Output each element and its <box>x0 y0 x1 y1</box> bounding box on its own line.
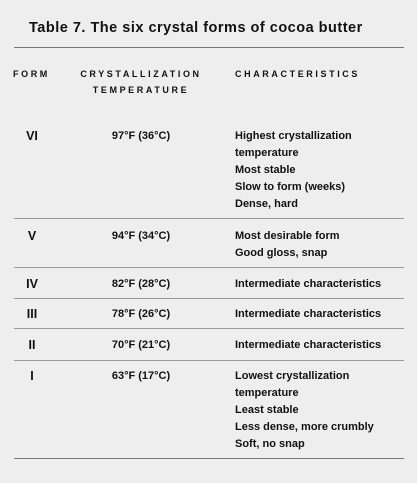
table-title: Table 7. The six crystal forms of cocoa butter <box>29 20 363 36</box>
characteristic-line: Highest crystallization <box>235 130 352 142</box>
characteristic-line: Less dense, more crumbly <box>235 421 374 433</box>
row-divider <box>14 328 404 329</box>
characteristic-line: Lowest crystallization <box>235 370 350 382</box>
characteristic-line: Least stable <box>235 404 299 416</box>
characteristic-line: Soft, no snap <box>235 438 305 450</box>
characteristic-line: Most stable <box>235 164 296 176</box>
form-cell: IV <box>26 277 38 291</box>
header-form: FORM <box>13 69 50 79</box>
form-cell: II <box>28 338 36 352</box>
form-cell: I <box>30 369 34 383</box>
characteristic-line: temperature <box>235 147 299 159</box>
top-rule <box>14 47 404 48</box>
form-cell: III <box>26 307 38 321</box>
temperature-cell: 82°F (28°C) <box>111 278 171 290</box>
temperature-cell: 70°F (21°C) <box>111 339 171 351</box>
row-divider <box>14 298 404 299</box>
row-divider <box>14 267 404 268</box>
row-divider <box>14 360 404 361</box>
characteristic-line: Intermediate characteristics <box>235 278 382 290</box>
characteristic-line: Good gloss, snap <box>235 247 328 259</box>
characteristic-line: Intermediate characteristics <box>235 339 382 351</box>
characteristics-cell <box>235 337 410 354</box>
characteristic-line: temperature <box>235 387 299 399</box>
temperature-cell: 63°F (17°C) <box>111 370 171 382</box>
temperature-cell: 97°F (36°C) <box>111 130 171 142</box>
bottom-rule <box>14 458 404 459</box>
row-divider <box>14 218 404 219</box>
characteristics-cell <box>235 228 410 262</box>
characteristic-line: Intermediate characteristics <box>235 308 382 320</box>
header-temperature-line1: CRYSTALLIZATION <box>80 69 202 79</box>
temperature-cell: 78°F (26°C) <box>111 308 171 320</box>
header-temperature-line2: TEMPERATURE <box>92 85 190 95</box>
characteristics-cell <box>235 128 410 213</box>
characteristic-line: Most desirable form <box>235 230 340 242</box>
characteristics-cell <box>235 276 410 293</box>
header-temperature <box>74 66 208 98</box>
characteristic-line: Slow to form (weeks) <box>235 181 346 193</box>
characteristic-line: Dense, hard <box>235 198 298 210</box>
characteristics-cell <box>235 368 410 453</box>
form-cell: VI <box>26 129 38 143</box>
header-characteristics: CHARACTERISTICS <box>235 69 361 79</box>
characteristics-cell <box>235 306 410 323</box>
form-cell: V <box>27 229 37 243</box>
temperature-cell: 94°F (34°C) <box>111 230 171 242</box>
